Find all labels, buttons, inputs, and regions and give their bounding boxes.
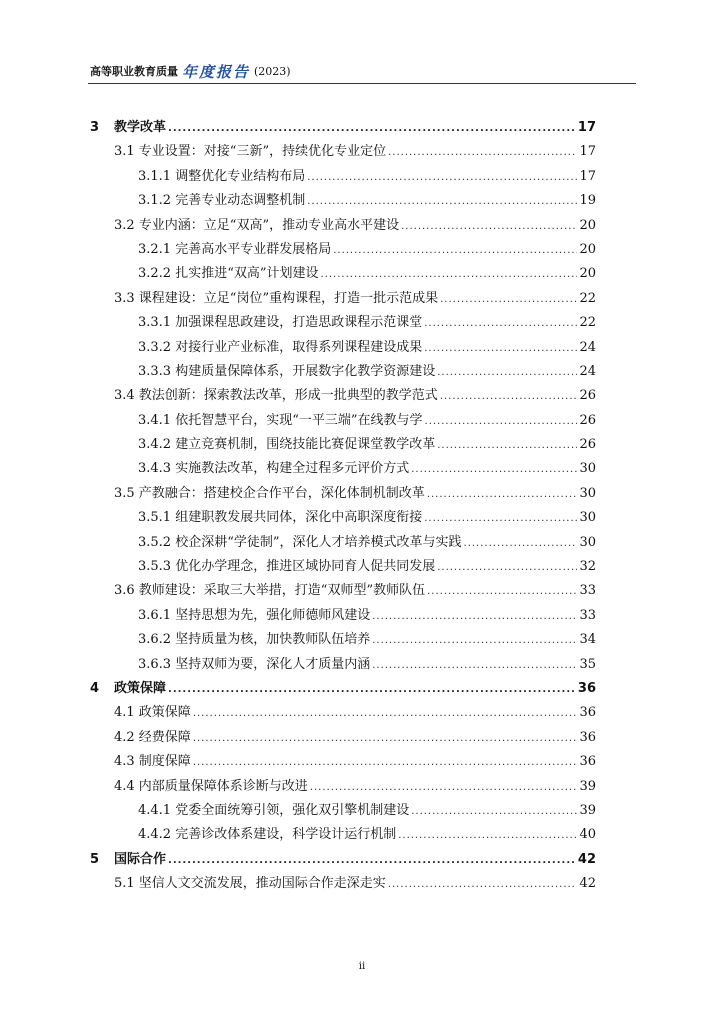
toc-dot-leader (440, 391, 578, 402)
toc-entry-title: 4.4.1 党委全面统筹引领，强化双引擎机制建设 (138, 802, 410, 818)
toc-entry[interactable] (90, 189, 596, 213)
toc-dot-leader (372, 611, 577, 622)
toc-entry[interactable] (90, 775, 596, 799)
toc-entry-title: 国际合作 (114, 851, 167, 867)
page-number: ii (358, 961, 366, 972)
toc-chapter-number: 4 (90, 680, 100, 696)
toc-entry-title: 4.1 政策保障 (114, 705, 191, 721)
toc-page-number: 26 (579, 412, 596, 428)
toc-entry-title: 3.5.1 组建职教发展共同体，深化中高职深度衔接 (138, 510, 423, 526)
toc-page-number: 39 (579, 778, 596, 794)
toc-dot-leader (333, 245, 577, 256)
toc-entry[interactable] (90, 750, 596, 774)
toc-page-number: 26 (579, 437, 596, 453)
toc-entry-title: 3.6.3 坚持双师为要，深化人才质量内涵 (138, 656, 371, 672)
toc-dot-leader (427, 489, 578, 500)
toc-entry-title: 3.5.2 校企深耕“学徒制”，深化人才培养模式改革与实践 (138, 534, 462, 550)
toc-entry-title: 3.2.1 完善高水平专业群发展格局 (138, 241, 332, 257)
toc-entry-title: 3.4.3 实施教法改革，构建全过程多元评价方式 (138, 461, 410, 477)
toc-page-number: 20 (579, 241, 596, 257)
toc-entry-title: 3.6 教师建设：采取三大举措，打造“双师型”教师队伍 (114, 583, 426, 599)
toc-entry-title: 3.1 专业设置：对接“三新”，持续优化专业定位 (114, 144, 387, 160)
toc-page-number: 34 (579, 632, 596, 648)
toc-page-number: 17 (579, 144, 596, 160)
toc-entry[interactable] (90, 701, 596, 725)
toc-page-number: 42 (577, 851, 596, 867)
toc-entry[interactable] (90, 531, 596, 555)
toc-entry[interactable] (90, 628, 596, 652)
toc-entry-title: 3.6.1 坚持思想为先，强化师德师风建设 (138, 607, 371, 623)
toc-entry[interactable] (90, 555, 596, 579)
toc-entry[interactable] (90, 872, 596, 896)
toc-entry[interactable] (90, 336, 596, 360)
toc-page-number: 26 (579, 388, 596, 404)
toc-entry-title: 4.3 制度保障 (114, 754, 191, 770)
toc-entry-title: 3.1.1 调整优化专业结构布局 (138, 168, 306, 184)
toc-entry[interactable] (90, 433, 596, 457)
toc-entry-title: 3.5 产教融合：搭建校企合作平台，深化体制机制改革 (114, 485, 425, 501)
toc-dot-leader (424, 343, 577, 354)
toc-entry-title: 5.1 坚信人文交流发展，推动国际合作走深走实 (114, 876, 386, 892)
toc-entry[interactable] (90, 238, 596, 262)
toc-dot-leader (307, 196, 577, 207)
toc-entry[interactable] (90, 726, 596, 750)
toc-entry[interactable] (90, 653, 596, 677)
toc-dot-leader (440, 294, 577, 305)
toc-entry-title: 3.2.2 扎实推进“双高”计划建设 (138, 266, 319, 282)
header-title: 高等职业教育质量 (90, 65, 178, 78)
toc-entry[interactable] (90, 384, 596, 408)
toc-dot-leader (425, 416, 578, 427)
toc-entry[interactable] (90, 677, 596, 701)
toc-entry[interactable] (90, 482, 596, 506)
toc-page-number: 20 (579, 266, 596, 282)
toc-entry[interactable] (90, 311, 596, 335)
toc-page-number: 30 (579, 485, 596, 501)
toc-page-number: 19 (579, 193, 596, 209)
toc-page-number: 39 (579, 802, 596, 818)
toc-entry-title: 3.4.2 建立竞赛机制，围绕技能比赛促课堂教学改革 (138, 437, 436, 453)
toc-page-number: 32 (579, 559, 596, 575)
toc-dot-leader (372, 635, 577, 646)
toc-dot-leader (464, 538, 578, 549)
toc-page-number: 30 (579, 461, 596, 477)
toc-dot-leader (437, 440, 577, 451)
toc-entry[interactable] (90, 287, 596, 311)
header-year: (2023) (254, 64, 291, 78)
toc-dot-leader (411, 464, 577, 475)
toc-dot-leader (427, 586, 577, 597)
toc-page-number: 33 (579, 583, 596, 599)
toc-entry[interactable] (90, 165, 596, 189)
toc-page-number: 36 (577, 680, 596, 696)
toc-dot-leader (388, 879, 578, 890)
toc-dot-leader (193, 757, 578, 768)
header-divider (88, 83, 636, 84)
toc-entry-title: 3.3.1 加强课程思政建设，打造思政课程示范课堂 (138, 315, 423, 331)
toc-page-number: 22 (579, 315, 596, 331)
toc-entry-title: 4.4 内部质量保障体系诊断与改进 (114, 778, 308, 794)
toc-dot-leader (168, 684, 576, 695)
toc-entry-title: 3.4 教法创新：探索教法改革，形成一批典型的教学范式 (114, 388, 438, 404)
toc-page-number: 20 (579, 217, 596, 233)
toc-dot-leader (321, 269, 578, 280)
toc-entry-title: 4.4.2 完善诊改体系建设，科学设计运行机制 (138, 827, 397, 843)
toc-chapter-number: 5 (90, 851, 100, 867)
toc-entry-title: 3.5.3 优化办学理念，推进区域协同育人促共同发展 (138, 559, 436, 575)
toc-entry[interactable] (90, 409, 596, 433)
toc-page-number: 24 (579, 339, 596, 355)
toc-page-number: 40 (579, 827, 596, 843)
toc-dot-leader (372, 660, 577, 671)
toc-page-number: 36 (579, 705, 596, 721)
table-of-contents (90, 116, 596, 897)
toc-page-number: 35 (579, 656, 596, 672)
toc-dot-leader (310, 782, 578, 793)
toc-entry[interactable] (90, 457, 596, 481)
toc-entry[interactable] (90, 140, 596, 164)
toc-entry[interactable] (90, 579, 596, 603)
toc-page-number: 30 (579, 534, 596, 550)
toc-page-number: 30 (579, 510, 596, 526)
toc-entry-title: 3.3.2 对接行业产业标准，取得系列课程建设成果 (138, 339, 423, 355)
toc-entry-title: 3.2 专业内涵：立足“双高”，推动专业高水平建设 (114, 217, 400, 233)
toc-page-number: 22 (579, 290, 596, 306)
toc-dot-leader (193, 733, 578, 744)
toc-dot-leader (307, 172, 577, 183)
toc-page-number: 36 (579, 754, 596, 770)
toc-entry[interactable] (90, 848, 596, 872)
toc-dot-leader (398, 830, 577, 841)
toc-dot-leader (388, 147, 577, 158)
toc-entry-title: 3.6.2 坚持质量为核，加快教师队伍培养 (138, 632, 371, 648)
toc-entry[interactable] (90, 360, 596, 384)
toc-entry[interactable] (90, 799, 596, 823)
toc-entry-title: 3.3 课程建设：立足“岗位”重构课程，打造一批示范成果 (114, 290, 439, 306)
toc-page-number: 17 (579, 168, 596, 184)
toc-dot-leader (193, 708, 578, 719)
toc-entry-title: 政策保障 (114, 680, 167, 696)
toc-dot-leader (401, 221, 577, 232)
toc-page-number: 33 (579, 607, 596, 623)
toc-entry[interactable] (90, 604, 596, 628)
toc-dot-leader (437, 562, 577, 573)
page-header (90, 62, 291, 80)
toc-chapter-number: 3 (90, 120, 100, 135)
toc-dot-leader (437, 367, 577, 378)
toc-entry-title: 3.4.1 依托智慧平台，实现“一平三端”在线教与学 (138, 412, 423, 428)
toc-dot-leader (424, 318, 577, 329)
toc-page-number: 17 (577, 120, 596, 135)
toc-entry[interactable] (90, 262, 596, 286)
toc-entry[interactable] (90, 823, 596, 847)
toc-page-number: 36 (579, 729, 596, 745)
toc-entry[interactable] (90, 214, 596, 238)
toc-entry-title: 3.3.3 构建质量保障体系，开展数字化教学资源建设 (138, 363, 436, 379)
toc-page-number: 24 (579, 363, 596, 379)
toc-entry-title: 4.2 经费保障 (114, 729, 191, 745)
toc-dot-leader (424, 513, 577, 524)
toc-entry-title: 3.1.2 完善专业动态调整机制 (138, 193, 306, 209)
toc-entry[interactable] (90, 506, 596, 530)
toc-dot-leader (168, 855, 576, 866)
toc-dot-leader (411, 806, 577, 817)
toc-entry[interactable] (90, 116, 596, 140)
toc-dot-leader (168, 123, 576, 134)
toc-entry-title: 教学改革 (114, 120, 167, 135)
header-brand-calligraphy: 年度报告 (182, 62, 251, 81)
toc-page-number: 42 (579, 876, 596, 892)
